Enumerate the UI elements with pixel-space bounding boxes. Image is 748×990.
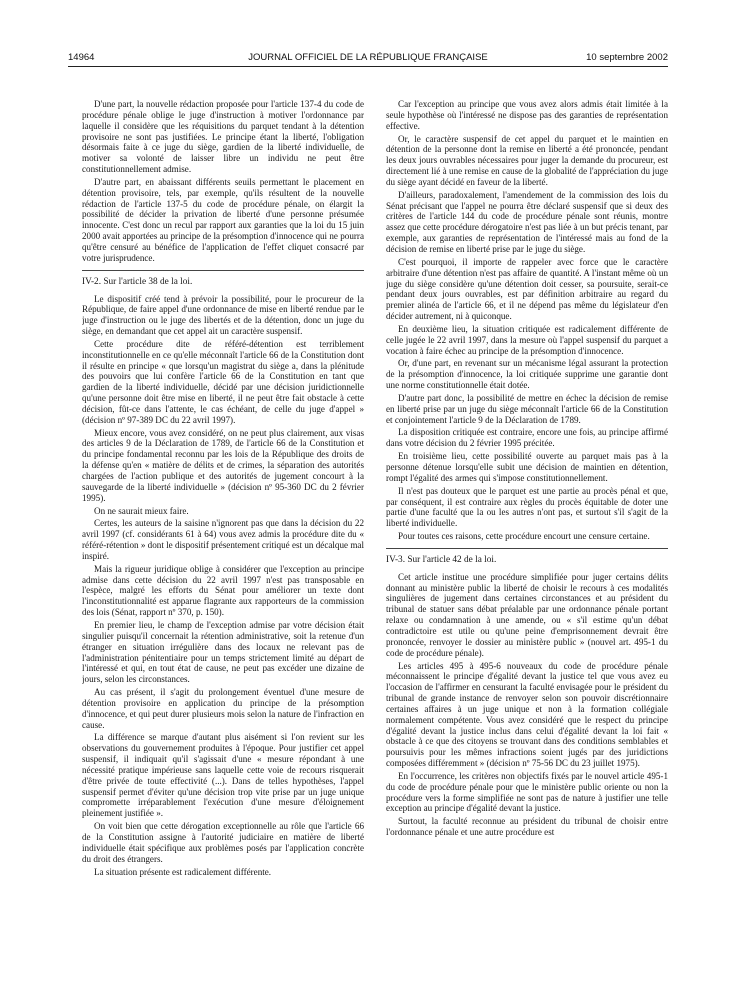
paragraph: La différence se marque d'autant plus aisément si l'on revient sur les observations du gouvernement produites à l'époque. Pour justifier cet appel suspensif, il indiquait qu'il s'agissait d'une « mesure répondant à une nécessité pratique impérieuse sans laquelle cette voie de recours risquerait d'être privée de toute effectivité (...). Dans de telles hypothèses, l'appel suspensif permet d'éviter qu'une décision trop vite prise par un juge unique compromette irréparablement l'exécution d'une mesure d'éloignement pleinement justifiée ». — [82, 732, 364, 819]
header-rule — [68, 66, 668, 67]
left-column — [82, 99, 364, 979]
paragraph: Car l'exception au principe que vous avez alors admis était limitée à la seule hypothèse où l'intéressé ne dispose pas des garanties de représentation effective. — [386, 99, 668, 131]
right-column — [386, 99, 668, 979]
paragraph: Cet article institue une procédure simplifiée pour juger certains délits donnant au ministère public la liberté de choisir le recours à ces modalités singulières de jugement dans certaines circonstances et au président du tribunal de statuer sans débat préalable par une ordonnance pénale portant relaxe ou condamnation à une amende, ou « s'il estime qu'un débat contradictoire est utile ou qu'une peine d'emprisonnement devrait être prononcée, renvoyer le dossier au ministère public » (nouvel art. 495-1 du code de procédure pénale). — [386, 571, 668, 658]
paragraph: En troisième lieu, cette possibilité ouverte au parquet mais pas à la personne détenue lorsqu'elle subit une décision de maintien en détention, rompt l'égalité des armes qui s'impose constitutionnellement. — [386, 451, 668, 483]
paragraph: C'est pourquoi, il importe de rappeler avec force que le caractère arbitraire d'une détention n'est pas affaire de quantité. A l'instant même où un juge du siège considère qu'une détention doit cesser, sa poursuite, serait-ce pendant deux jours ouvrables, est par définition arbitraire au regard du premier alinéa de l'article 66, et il ne dépend pas même du législateur d'en décider autrement, ni à quiconque. — [386, 256, 668, 322]
paragraph: En premier lieu, le champ de l'exception admise par votre décision était singulier puisqu'il concernait la rétention administrative, soit la retenue d'un étranger en situation irrégulière dans des locaux ne relevant pas de l'administration pénitentiaire pour un temps strictement limité au départ de l'intéressé et qui, en tout état de cause, ne peut pas excéder une dizaine de jours, selon les circonstances. — [82, 619, 364, 685]
paragraph: Or, le caractère suspensif de cet appel du parquet et le maintien en détention de la personne dont la remise en liberté a été prononcée, pendant les deux jours ouvrables nécessaires pour juger la demande du procureur, est directement lié à une remise en cause de la globalité de l'appréciation du juge du siège ayant décidé en faveur de la liberté. — [386, 133, 668, 187]
paragraph: La disposition critiquée est contraire, encore une fois, au principe affirmé dans votre décision du 2 février 1995 précitée. — [386, 427, 668, 449]
paragraph: Au cas présent, il s'agit du prolongement éventuel d'une mesure de détention provisoire en application du principe de la présomption d'innocence, et qui peut durer plusieurs mois selon la nature de l'infraction en cause. — [82, 687, 364, 730]
publication-date: 10 septembre 2002 — [586, 52, 668, 63]
paragraph: D'autre part donc, la possibilité de mettre en échec la décision de remise en liberté prise par un juge du siège méconnaît l'article 66 de la Constitution et conjointement l'article 9 de la Déclaration de 1789. — [386, 392, 668, 425]
paragraph: Mieux encore, vous avez considéré, on ne peut plus clairement, aux visas des articles 9 de la Déclaration de 1789, de l'article 66 de la Constitution et du principe fondamental reconnu par les lois de la République des droits de la défense qu'en « matière de délits et de crimes, la séparation des autorités chargées de l'action publique et des autorités de jugement concourt à la sauvegarde de la liberté individuelle » (décision nº 95-360 DC du 2 février 1995). — [82, 427, 364, 503]
paragraph: La situation présente est radicalement différente. — [94, 866, 272, 877]
paragraph: D'une part, la nouvelle rédaction proposée pour l'article 137-4 du code de procédure pénale oblige le juge d'instruction à motiver l'ordonnance par laquelle il considère que les réquisitions du parquet tendant à la détention provisoire ne sont pas justifiées. Le principe étant la liberté, l'obligation désormais faite à ce juge du siège, gardien de la liberté individuelle, de motiver sa volonté de laisser libre un individu ne peut être constitutionnellement admise. — [82, 99, 364, 175]
paragraph: On ne saurait mieux faire. — [94, 505, 189, 516]
paragraph: Pour toutes ces raisons, cette procédure encourt une censure certaine. — [398, 531, 650, 542]
paragraph: Surtout, la faculté reconnue au président du tribunal de choisir entre l'ordonnance pénale et une autre procédure est — [386, 816, 668, 838]
paragraph: Les articles 495 à 495-6 nouveaux du code de procédure pénale méconnaissent le principe d'égalité devant la justice tel que vous avez eu l'occasion de l'affirmer en censurant la faculté envisagée pour le président du tribunal de grande instance de renvoyer selon son pouvoir discrétionnaire certaines affaires à un juge unique et non à la formation collégiale normalement compétente. Vous avez considéré que le respect du principe d'égalité devant la justice inclus dans celui d'égalité devant la loi fait « obstacle à ce que des citoyens se trouvant dans des conditions semblables et poursuivis pour les mêmes infractions soient jugés par des juridictions composées différemment » (décision nº 75-56 DC du 23 juillet 1975). — [386, 660, 668, 769]
paragraph: Cette procédure dite de référé-détention est terriblement inconstitutionnelle en ce qu'elle méconnaît l'article 66 de la Constitution dont il résulte en principe « que lorsqu'un magistrat du siège a, dans la plénitude des pouvoirs que lui confère l'article 66 de la Constitution en tant que gardien de la liberté individuelle, décidé par une décision juridictionnelle qu'une personne doit être mise en liberté, il ne peut être fait obstacle à cette décision, fût-ce dans l'attente, le cas échéant, de celle du juge d'appel » (décision nº 97-389 DC du 22 avril 1997). — [82, 338, 364, 425]
paragraph: Le dispositif créé tend à prévoir la possibilité, pour le procureur de la République, de faire appel d'une ordonnance de mise en liberté rendue par le juge d'instruction ou le juge des libertés et de la détention, donc un juge du siège, en demandant que cet appel ait un caractère suspensif. — [82, 293, 364, 337]
paragraph: D'ailleurs, paradoxalement, l'amendement de la commission des lois du Sénat précisant que l'appel ne pourra être déclaré suspensif que si deux des critères de l'article 144 du code de procédure pénale sont réunis, montre assez que cette procédure dérogatoire n'est pas liée à un but précis tenant, par exemple, aux garanties de représentation de l'intéressé mais au fond de la décision de remise en liberté prise par le juge du siège. — [386, 189, 668, 254]
section-heading: IV-3. Sur l'article 42 de la loi. — [386, 548, 668, 566]
paragraph: En deuxième lieu, la situation critiquée est radicalement différente de celle jugée le 22 avril 1997, dans la mesure où l'appel suspensif du parquet a vocation à faire échec au principe de la présomption d'innocence. — [386, 323, 668, 356]
section-heading: IV-2. Sur l'article 38 de la loi. — [82, 270, 364, 288]
paragraph: Mais la rigueur juridique oblige à considérer que l'exception au principe admise dans cette décision du 22 avril 1997 n'est pas transposable en l'espèce, malgré les efforts du Sénat pour améliorer un texte dont l'inconstitutionnalité est apparue flagrante aux rapporteurs de la commission des lois (Sénat, rapport nº 370, p. 150). — [82, 563, 364, 618]
paragraph: On voit bien que cette dérogation exceptionnelle au rôle que l'article 66 de la Constitution assigne à l'autorité judiciaire en matière de liberté individuelle était spécifique aux problèmes posés par l'application concrète du droit des étrangers. — [82, 821, 364, 864]
paragraph: En l'occurrence, les critères non objectifs fixés par le nouvel article 495-1 du code de procédure pénale pour que le ministère public oriente ou non la procédure vers la forme simplifiée ne sont pas de nature à justifier une telle exception au principe d'égalité devant la justice. — [386, 770, 668, 814]
page-header — [68, 52, 668, 66]
paragraph: Il n'est pas douteux que le parquet est une partie au procès pénal et que, par conséquent, il est contraire aux règles du procès équitable de doter une partie d'une faculté que la ou les autres n'ont pas, et surtout s'il s'agit de la liberté individuelle. — [386, 485, 668, 529]
paragraph: Or, d'une part, en revenant sur un mécanisme légal assurant la protection de la présomption d'innocence, la loi critiquée supprime une garantie dont une norme constitutionnelle était dotée. — [386, 358, 668, 391]
journal-title: JOURNAL OFFICIEL DE LA RÉPUBLIQUE FRANÇAISE — [248, 52, 488, 63]
paragraph: Certes, les auteurs de la saisine n'ignorent pas que dans la décision du 22 avril 1997 (cf. considérants 61 à 64) vous avez admis la procédure dite du « référé-rétention » dont le dispositif présentement critiqué est un décalque mal inspiré. — [82, 518, 364, 561]
paragraph: D'autre part, en abaissant différents seuils permettant le placement en détention provisoire, tels, par exemple, qu'ils résultent de la nouvelle rédaction de l'article 137-5 du code de procédure pénale, on élargit la possibilité de décider la privation de liberté d'une personne présumée innocente. C'est donc un recul par rapport aux garanties que la loi du 15 juin 2000 avait apportées au principe de la présomption d'innocence qui ne pourra qu'être censuré au bénéfice de l'application de l'effet cliquet consacré par votre jurisprudence. — [82, 176, 364, 263]
page-number: 14964 — [68, 52, 95, 63]
